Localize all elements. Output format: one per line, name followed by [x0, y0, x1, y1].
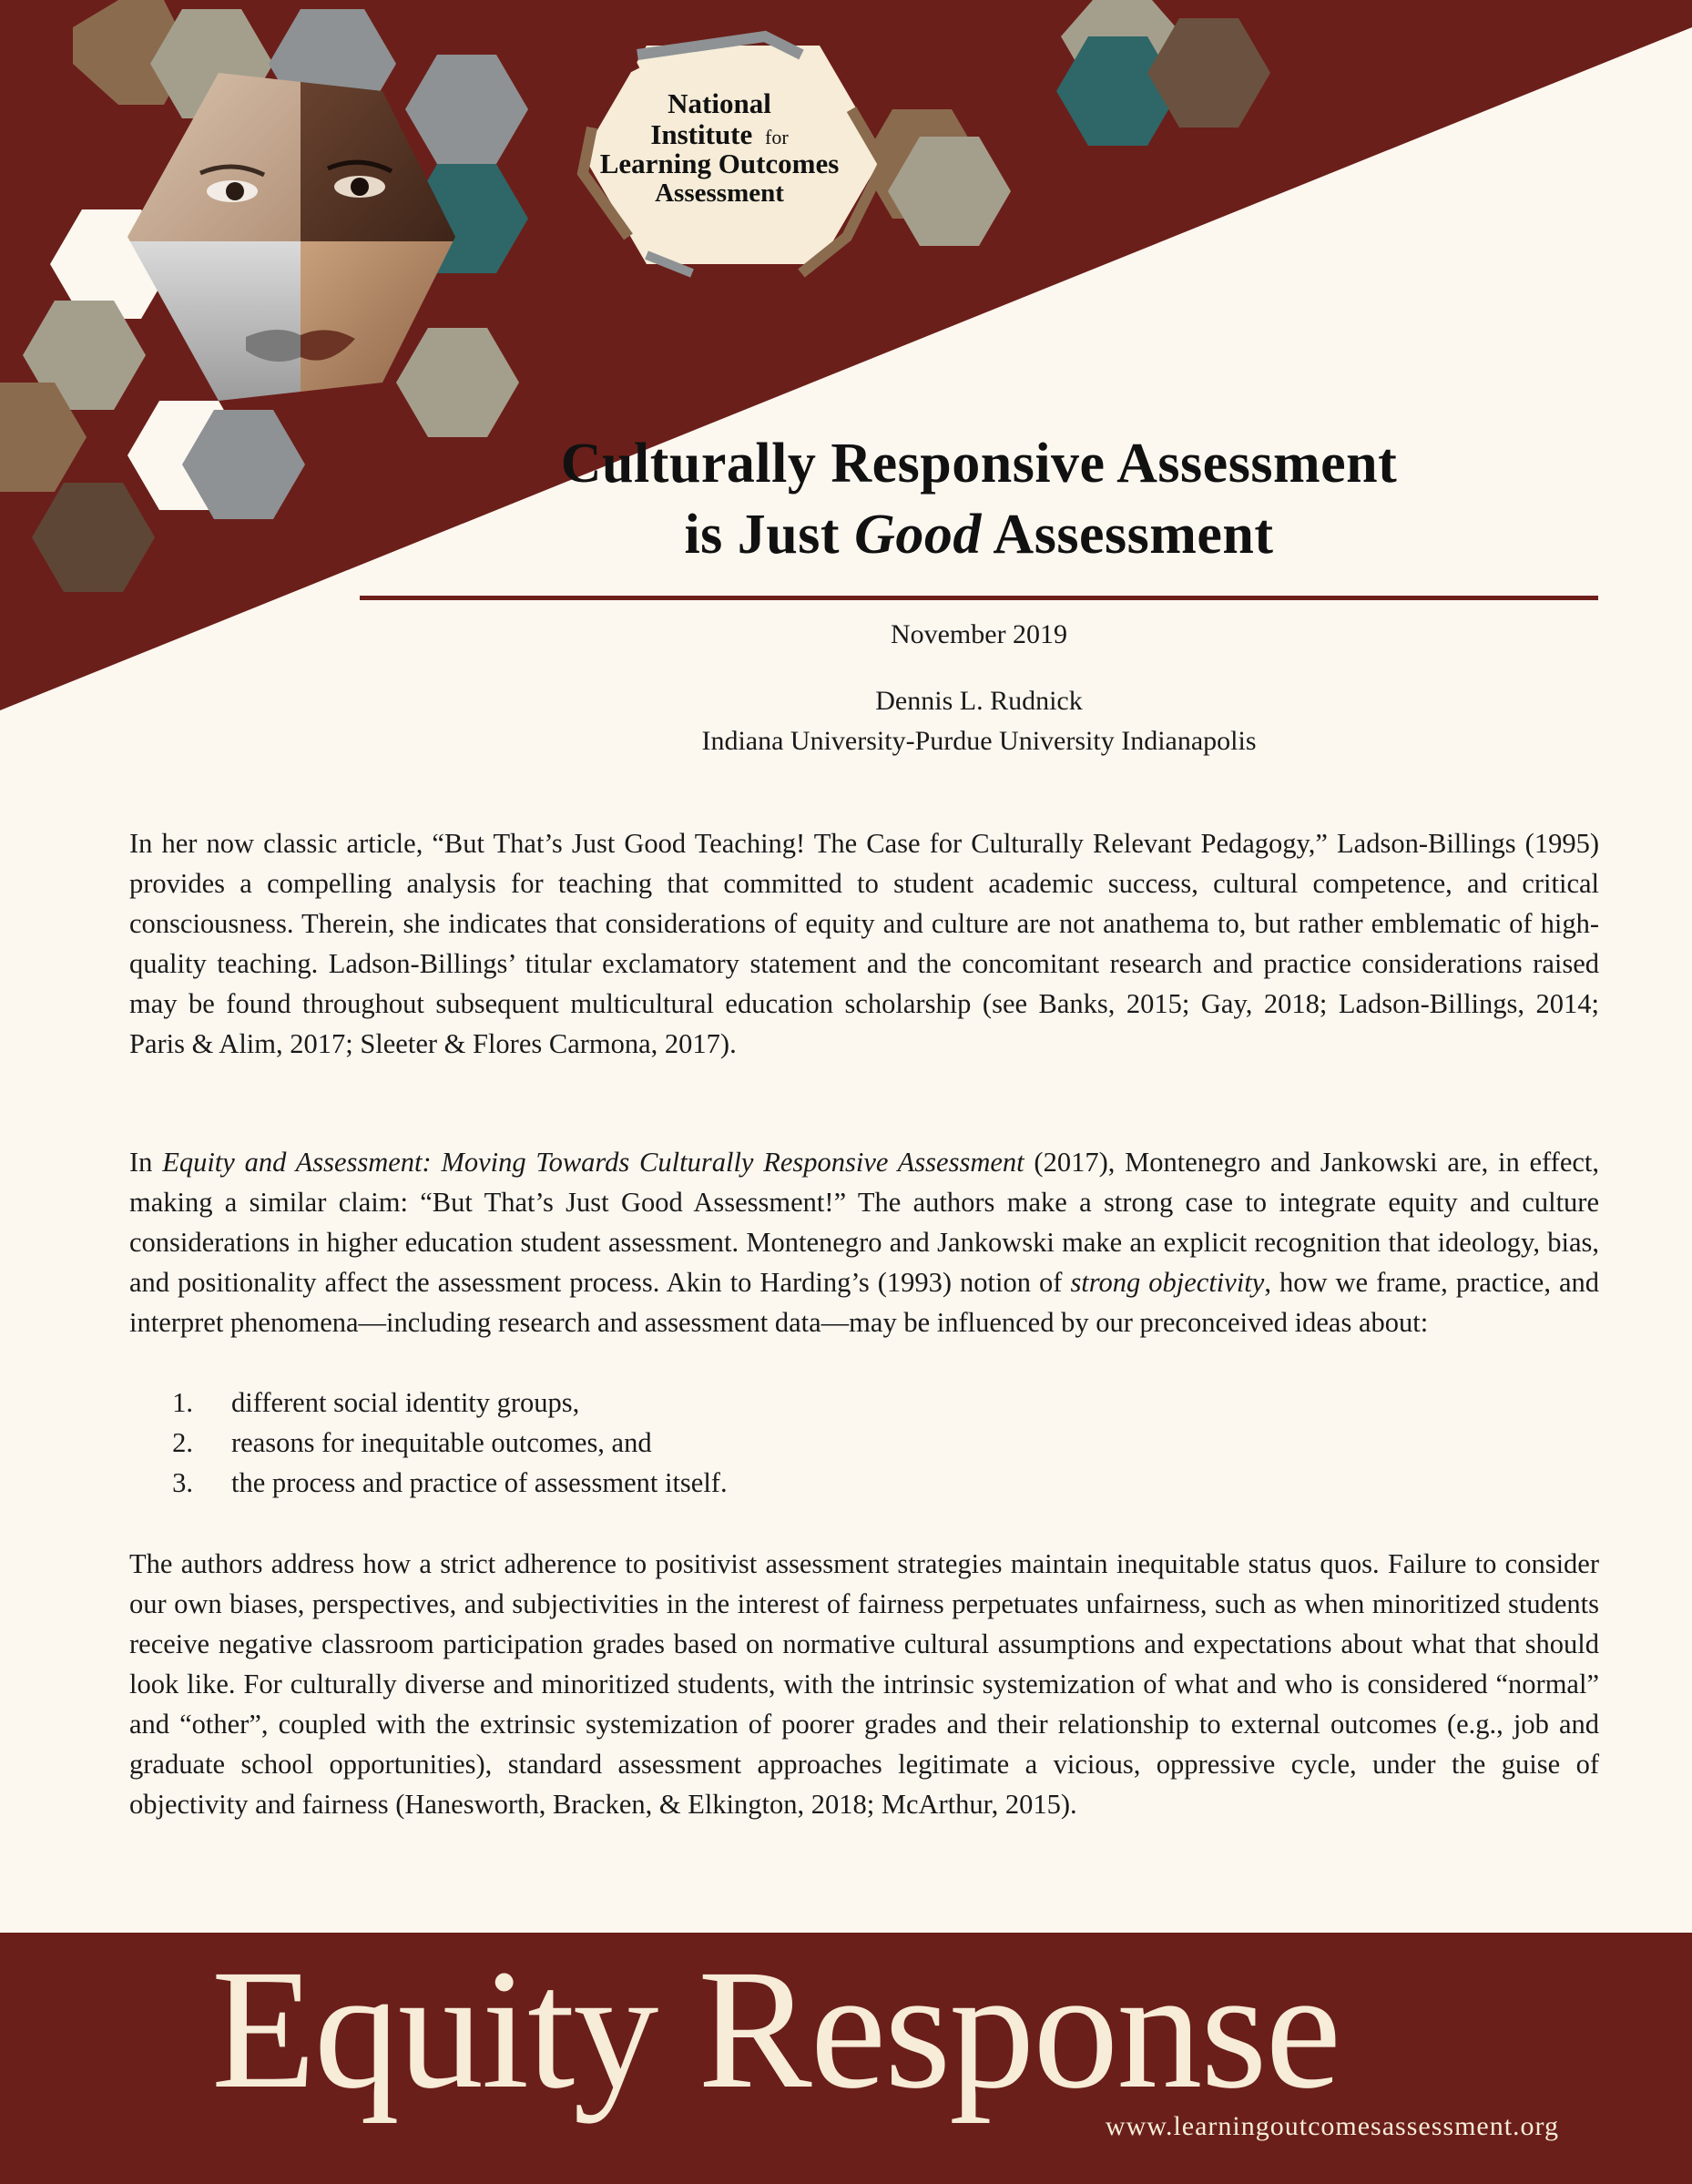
title-line-2-pre: is Just — [684, 504, 855, 566]
paragraph-1-text: In her now classic article, “But That’s Just Good Teaching! The Case for Culturally Relevant Pedagogy,” Ladson-Billings (1995) provides a compelling analysis for teaching that committed to student academic success, cultural competence, and critical consciousness. Therein, she indicates that considerations of equity and culture are not anathema to, but rather emblematic of high-quality teaching. Ladson-Billings’ titular exclamatory statement and the concomitant research and practice considerations raised may be found throughout subsequent multicultural education scholarship (see Banks, 2015; Gay, 2018; Ladson-Billings, 2014; Paris & Alim, 2017; Sleeter & Flores Carmona, 2017). — [129, 828, 1599, 1059]
list-number: 3. — [172, 1467, 193, 1498]
list-item — [129, 1463, 1599, 1503]
paragraph-3-text: The authors address how a strict adherence to positivist assessment strategies maintain inequitable status quos. Failure to consider our own biases, perspectives, and subjectivities in the interest of fairness perpetuates unfairness, such as when minoritized students receive negative classroom participation grades based on normative cultural assumptions and expectations about what that should look like. For culturally diverse and minoritized students, with the intrinsic systemization of what and who is considered “normal” and “other”, coupled with the extrinsic systemization of poorer grades and their relationship to external outcomes (e.g., job and graduate school opportunities), standard assessment approaches legitimate a vicious, oppressive cycle, under the guise of objectivity and fairness (Hanesworth, Bracken, & Elkington, 2018; McArthur, 2015). — [129, 1548, 1599, 1820]
paragraph-1 — [129, 823, 1599, 1064]
logo-line-1: National — [668, 87, 771, 119]
author-affiliation: Indiana University-Purdue University Indianapolis — [701, 726, 1257, 756]
list-text: different social identity groups, — [231, 1387, 580, 1418]
document-title — [360, 428, 1598, 570]
title-rule — [360, 596, 1598, 600]
list-item — [129, 1383, 1599, 1423]
author-name: Dennis L. Rudnick — [875, 686, 1083, 716]
publication-date: November 2019 — [890, 619, 1068, 649]
list-item — [129, 1423, 1599, 1463]
logo-line-4: Assessment — [655, 179, 784, 208]
strong-objectivity-term: strong objectivity — [1070, 1267, 1265, 1298]
title-line-2 — [360, 499, 1598, 570]
ideas-list — [129, 1383, 1599, 1503]
logo-line-3: Learning Outcomes — [599, 148, 840, 179]
svg-text:Institute for — [650, 118, 789, 150]
paragraph-2-text — [129, 1142, 1599, 1342]
logo-line-2: Institute — [650, 118, 753, 150]
title-line-2-post: Assessment — [981, 504, 1274, 566]
title-line-1: Culturally Responsive Assessment — [560, 433, 1398, 495]
list-text: reasons for inequitable outcomes, and — [231, 1427, 652, 1458]
book-title: Equity and Assessment: Moving Towards Culturally Responsive Assessment — [162, 1147, 1024, 1178]
title-emphasis: Good — [854, 504, 982, 566]
paragraph-2 — [129, 1142, 1599, 1342]
paragraph-3 — [129, 1544, 1599, 1824]
paragraph-2-post: , how we frame, practice, and interpret phenomena—including research and assessment data—may be influenced by our preconceived ideas about: — [129, 1267, 1599, 1338]
nilo-logo[interactable] — [583, 82, 883, 219]
paragraph-2-mid: (2017), Montenegro and Jankowski are, in effect, making a similar claim: “But That’s Just Good Assessment!” The authors make a strong case to integrate equity and culture considerations in higher education student assessment. Montenegro and Jankowski make an explicit recognition that ideology, bias, and positionality affect the assessment process. Akin to Harding’s (1993) notion of — [129, 1147, 1599, 1298]
footer-website-link[interactable]: www.learningoutcomesassessment.org — [1105, 2111, 1559, 2141]
list-text: the process and practice of assessment itself. — [231, 1467, 728, 1498]
list-number: 2. — [172, 1427, 193, 1458]
list-number: 1. — [172, 1387, 193, 1418]
footer-title: Equity Response — [211, 1934, 1340, 2124]
paragraph-2-pre: In — [129, 1147, 163, 1178]
logo-line-2-small: for — [765, 126, 789, 148]
